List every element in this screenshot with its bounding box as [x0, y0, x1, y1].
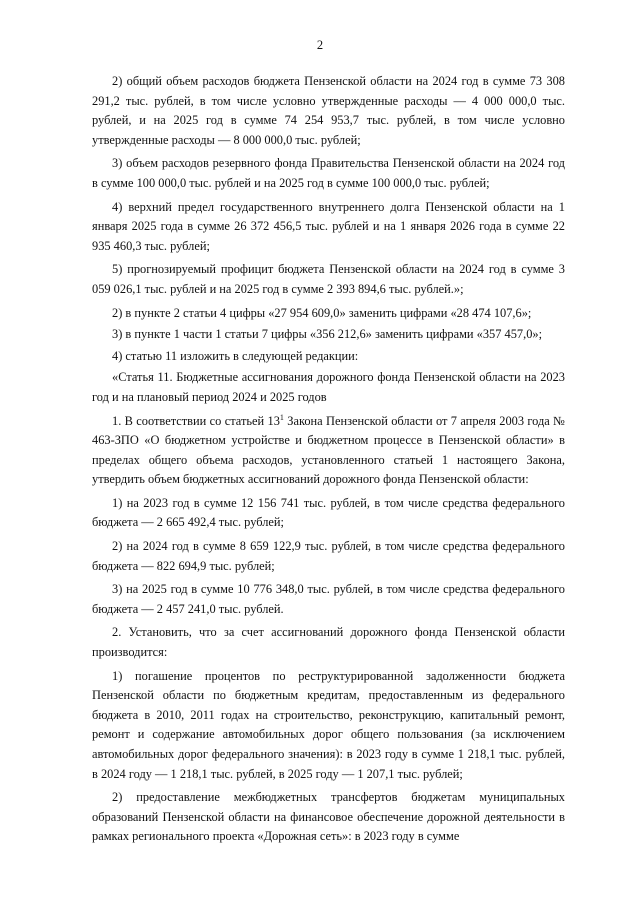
document-body [92, 72, 565, 851]
paragraph [92, 412, 565, 490]
paragraph: 2) общий объем расходов бюджета Пензенской области на 2024 год в сумме 73 308 291,2 тыс. рублей, в том числе условно утвержденные расходы — 4 000 000,0 тыс. рублей, и на 2025 год в сумме 74 254 953,7 тыс. рублей, в том числе условно утвержденные расходы — 8 000 000,0 тыс. рублей; [92, 74, 565, 147]
paragraph: 3) на 2025 год в сумме 10 776 348,0 тыс. рублей, в том числе средства федерального бюджета — 2 457 241,0 тыс. рублей. [92, 582, 565, 616]
paragraph: 5) прогнозируемый профицит бюджета Пензенской области на 2024 год в сумме 3 059 026,1 тыс. рублей и на 2025 год в сумме 2 393 894,6 тыс. рублей.»; [92, 262, 565, 296]
paragraph: 4) статью 11 изложить в следующей редакции: [112, 348, 359, 363]
paragraph: 2) предоставление межбюджетных трансфертов бюджетам муниципальных образований Пензенской области на финансовое обеспечение дорожной деятельности в рамках регионального проекта «Дорожная сеть»: в 2023 году в сумме [92, 790, 565, 844]
paragraph-text: Закона Пензенской области от 7 апреля 2003 года № 463-ЗПО «О бюджетном устройстве и бюджетном процессе в Пензенской области» в пределах общего объема расходов, установленного статьей 1 настоящего Закона, утвердить объем бюджетных ассигнований дорожного фонда Пензенской области: [92, 413, 565, 487]
paragraph: 2) в пункте 2 статьи 4 цифры «27 954 609,0» заменить цифрами «28 474 107,6»; [112, 305, 532, 320]
paragraph: 4) верхний предел государственного внутреннего долга Пензенской области на 1 января 2025 года в сумме 26 372 456,5 тыс. рублей и на 1 января 2026 года в сумме 22 935 460,3 тыс. рублей; [92, 199, 565, 253]
paragraph-text: 1. В соответствии со статьей 13 [112, 413, 280, 428]
article-heading: «Статья 11. Бюджетные ассигнования дорожного фонда Пензенской области на 2023 год и на плановый период 2024 и 2025 годов [92, 370, 565, 404]
superscript: 1 [279, 412, 284, 422]
paragraph: 1) на 2023 год в сумме 12 156 741 тыс. рублей, в том числе средства федерального бюджета — 2 665 492,4 тыс. рублей; [92, 495, 565, 530]
paragraph: 2) на 2024 год в сумме 8 659 122,9 тыс. рублей, в том числе средства федерального бюджета — 822 694,9 тыс. рублей; [92, 539, 565, 573]
paragraph: 2. Установить, что за счет ассигнований дорожного фонда Пензенской области производится: [92, 625, 565, 660]
paragraph: 3) в пункте 1 части 1 статьи 7 цифры «356 212,6» заменить цифрами «357 457,0»; [112, 327, 543, 342]
paragraph: 1) погашение процентов по реструктурированной задолженности бюджета Пензенской области по бюджетным кредитам, предоставленным из федерального бюджета в 2010, 2011 годах на строительство, реконструкцию, капитальный ремонт, ремонт и содержание автомобильных дорог общего пользования (за исключением автомобильных дорог федерального значения): в 2023 году в сумме 1 218,1 тыс. рублей, в 2024 году — 1 218,1 тыс. рублей, в 2025 году — 1 207,1 тыс. рублей; [92, 668, 565, 781]
page-number: 2 [316, 38, 324, 52]
paragraph: 3) объем расходов резервного фонда Правительства Пензенской области на 2024 год в сумме 100 000,0 тыс. рублей и на 2025 год в сумме 100 000,0 тыс. рублей; [92, 156, 565, 190]
